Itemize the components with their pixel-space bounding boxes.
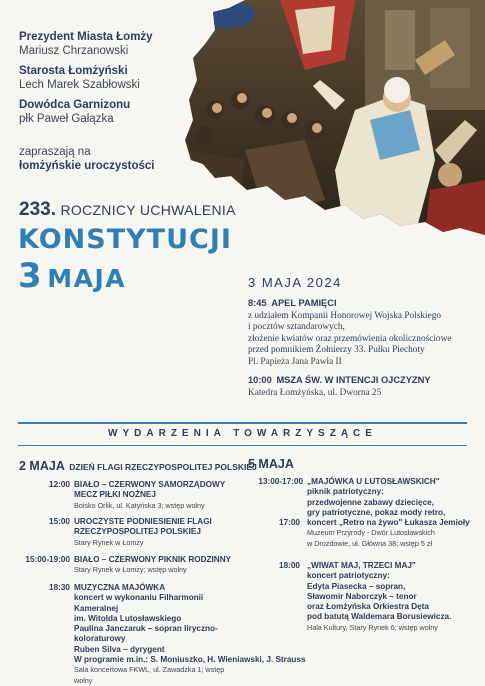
event-line: MECZ PIŁKI NOŻNEJ (74, 490, 156, 500)
event-line: Sławomir Naborczyk – tenor (307, 591, 417, 601)
anniversary-text: ROCZNICY UCHWALENIA (60, 202, 236, 218)
program-title: APEL PAMIĘCI (271, 298, 337, 308)
title-number: 3 (18, 256, 42, 296)
event-line: gry patriotyczne, pokaz mody retro, (307, 507, 446, 517)
main-date: 3 MAJA 2024 (248, 275, 342, 290)
program-line: złożenie kwiatów oraz przemówienia okolicznościowe (248, 333, 452, 344)
host-role: Starosta Łomżyński (19, 65, 128, 77)
title-konstytucji: KONSTYTUCJI (18, 224, 232, 255)
program-line: z udziałem Kompanii Honorowej Wojska Polskiego (248, 310, 441, 321)
event-line: RZECZYPOSPOLITEJ POLSKIEJ (74, 527, 201, 537)
hosts-list (19, 30, 249, 132)
event-time: 15:00 (49, 517, 70, 526)
program-location: Katedra Łomżyńska, ul. Dworna 25 (248, 387, 382, 398)
event-line: Edyta Piasecka – sopran, (307, 581, 406, 591)
host-role: Dowódca Garnizonu (19, 99, 131, 111)
event-time: 18:30 (49, 583, 70, 592)
event-location: Stary Rynek w Łomży (74, 537, 144, 547)
title-word: MAJA (47, 264, 127, 293)
event-line: koncert „Retro na żywo" Łukasza Jemioły (307, 518, 470, 527)
event-item (245, 477, 485, 522)
event-time: 12:00 (49, 480, 70, 489)
program-location: Pl. Papieża Jana Pawła II (248, 356, 342, 367)
event-line: Paulina Janczaruk – sopran liryczno-koloraturowy (74, 624, 218, 644)
host-person: Lech Marek Szabłowski (19, 79, 140, 91)
day-date: 2 MAJA (19, 459, 65, 473)
event-line: pod batutą Waldemara Borusiewicza. (307, 612, 452, 622)
title-3-maja (18, 256, 126, 296)
event-location: Sala koncertowa FKWL, ul. Zawadzka 1; wstęp wolny (74, 665, 225, 685)
host-entry (19, 98, 249, 126)
host-entry (19, 30, 249, 58)
event-item (0, 517, 245, 553)
program-time: 10:00 (248, 375, 272, 385)
host-person: Mariusz Chrzanowski (19, 45, 129, 57)
host-entry (19, 64, 249, 92)
event-line: im. Witolda Lutosławskiego (74, 613, 182, 623)
event-time: 18:00 (279, 561, 300, 570)
event-line: BIAŁO – CZERWONY PIKNIK RODZINNY (74, 555, 232, 564)
event-line: UROCZYSTE PODNIESIENIE FLAGI (74, 517, 212, 526)
event-line: „MAJÓWKA U LUTOSŁAWSKICH" (307, 477, 440, 486)
day-date: 5 MAJA (248, 457, 294, 471)
event-line: Ruben Silva – dyrygent (74, 644, 165, 654)
event-time: 15:00-19:00 (25, 555, 70, 564)
event-line: koncert w wykonaniu Filharmonii Kameralnej (74, 593, 204, 613)
event-line: „WIWAT MAJ, TRZECI MAJ" (307, 561, 416, 570)
day-subtitle: DZIEŃ FLAGI RZECZYPOSPOLITEJ POLSKIEJ (69, 462, 257, 472)
event-item (0, 480, 245, 520)
event-time: 17:00 (279, 518, 300, 527)
program-line: przed pomnikiem Żołnierzy 33. Pułku Piechoty (248, 345, 425, 356)
main-program-item (248, 375, 483, 399)
event-location: Stary Rynek w Łomży; wstęp wolny (74, 565, 187, 575)
day5-header (248, 455, 294, 473)
event-location: Hala Kultury, Stary Rynek 6; wstęp wolny (307, 622, 438, 632)
event-location: Boisko Orlik, ul. Katyńska 3; wstęp wolny (74, 500, 205, 510)
host-role: Prezydent Miasta Łomży (19, 31, 153, 43)
program-line: i pocztów sztandarowych, (248, 322, 345, 333)
program-title: MSZA ŚW. W INTENCJI OJCZYZNY (276, 375, 431, 385)
anniversary-heading (19, 199, 236, 221)
anniversary-number: 233. (19, 199, 56, 220)
section-divider (18, 422, 467, 424)
program-time: 8:45 (248, 298, 267, 308)
host-person: płk Paweł Gałązka (19, 113, 114, 125)
event-location: Muzeum Przyrody - Dwór Lutosławskich w Drozdowie, ul. Główna 38; wstęp 5 zł (307, 528, 435, 548)
event-line: MUZYCZNA MAJÓWKA (74, 583, 166, 592)
event-line: koncert patriotyczny: (307, 571, 390, 581)
event-item (0, 555, 245, 579)
event-line: oraz Łomżyńska Orkiestra Dęta (307, 602, 429, 612)
invite-line: zapraszają na (19, 146, 91, 158)
event-line: piknik patriotyczny: (307, 487, 384, 497)
event-item (245, 561, 485, 636)
event-line: W programie m.in.: S. Moniuszko, H. Wieniawski, J. Strauss (74, 655, 306, 665)
main-program-item (248, 298, 483, 369)
section-divider (18, 445, 467, 446)
event-item (0, 583, 306, 685)
event-line: przedwojenne zabawy dziecięce, (307, 497, 434, 507)
section-title: WYDARZENIA TOWARZYSZĄCE (108, 428, 377, 439)
event-item (245, 518, 485, 550)
event-line: BIAŁO – CZERWONY SAMORZĄDOWY (74, 480, 226, 489)
event-time: 13:00-17:00 (258, 477, 303, 486)
invite-emphasis: łomżyńskie uroczystości (19, 160, 155, 172)
day2-header (19, 457, 257, 475)
invitation-text (19, 145, 155, 173)
